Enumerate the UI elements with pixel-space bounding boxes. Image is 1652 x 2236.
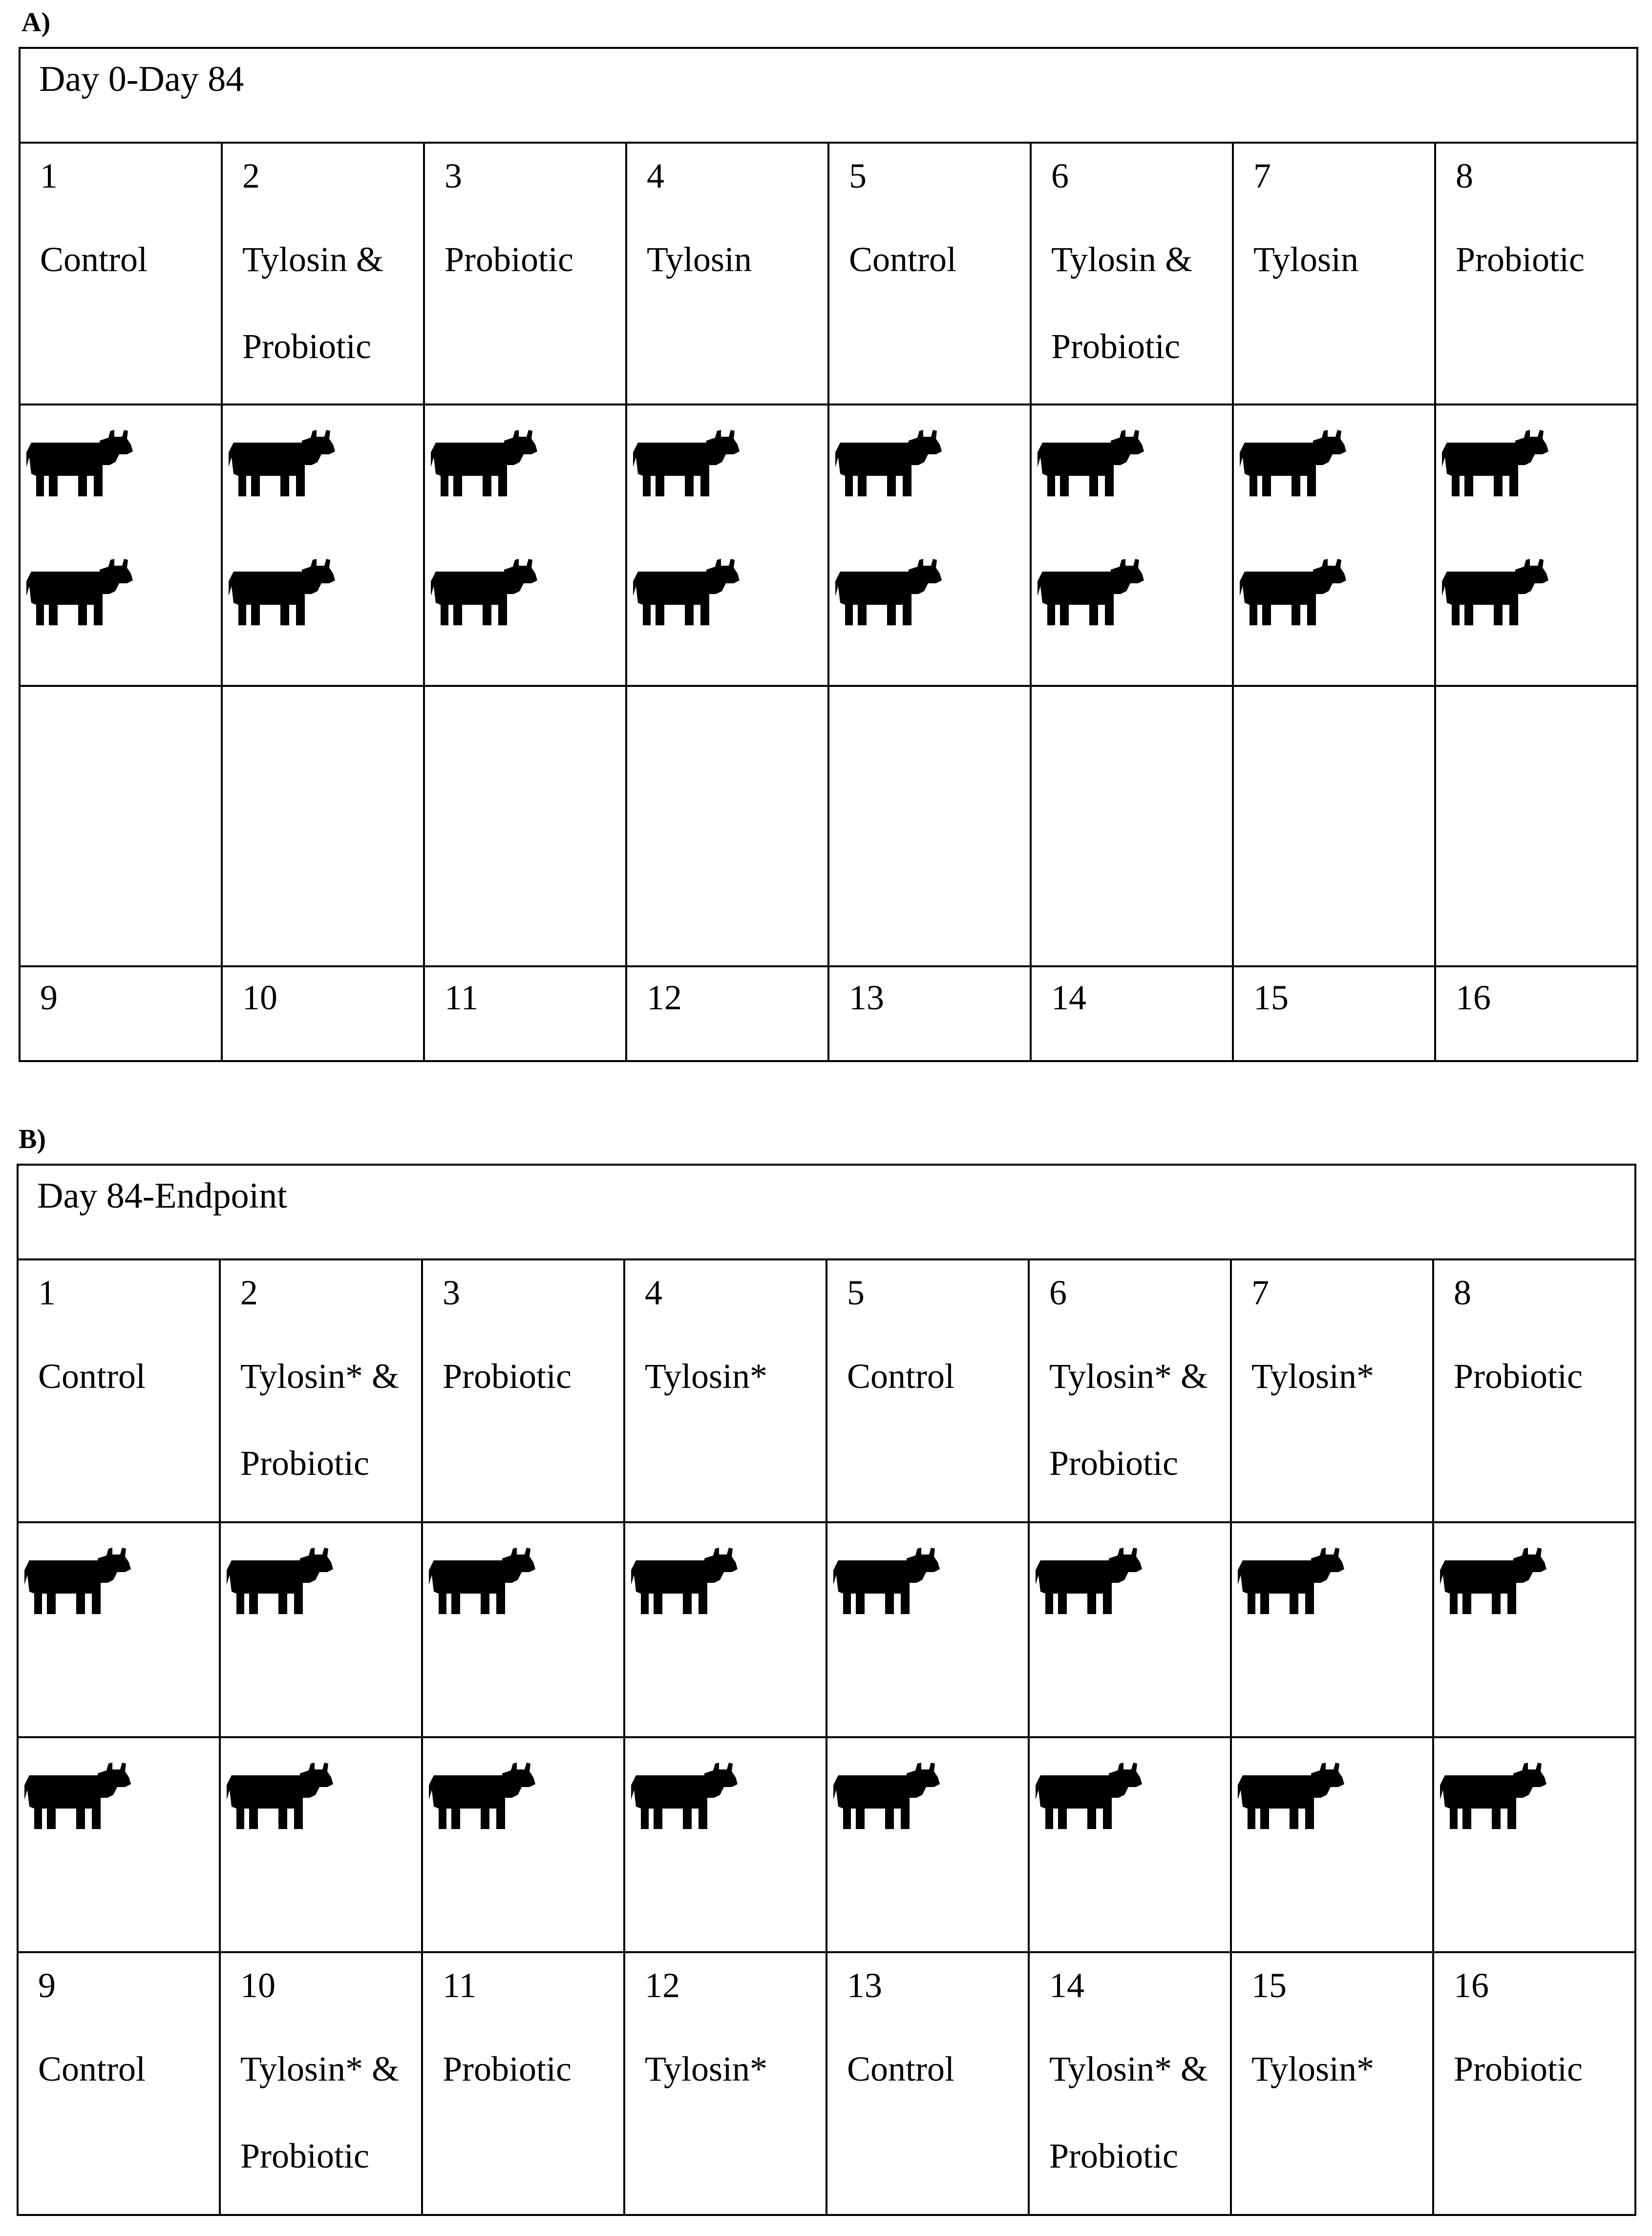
pen-treatment: Control: [849, 240, 957, 279]
pen-treatment: Control: [847, 2049, 955, 2088]
pen-number: 2: [242, 156, 260, 195]
panel-b-label: B): [19, 1124, 46, 1154]
pen-number: 5: [847, 1273, 865, 1312]
pen-animal-cell: [422, 1737, 624, 1952]
pen-treatment: Tylosin* & Probiotic: [240, 2049, 399, 2175]
pen-number: 1: [40, 156, 58, 195]
pen-treatment: Tylosin: [647, 240, 752, 279]
pen-animal-cell: [1029, 1522, 1231, 1737]
pen-a-15: 15: [1233, 966, 1435, 1061]
pen-animal-cell: [20, 405, 222, 686]
pen-animal-cell: [1231, 1737, 1433, 1952]
panel-a-period-title: Day 0-Day 84: [20, 48, 1637, 143]
pen-number: 3: [445, 156, 462, 195]
pen-animal-cell: [1031, 405, 1233, 686]
pen-number: 10: [240, 1966, 275, 2005]
pen-animal-cell: [826, 1522, 1029, 1737]
pen-animal-cell: [20, 686, 222, 966]
pen-animal-cell: [222, 686, 424, 966]
pen-b-12: [624, 1952, 826, 2215]
cow-icon: [1038, 423, 1145, 501]
pen-animal-cell: [828, 686, 1031, 966]
pen-animal-cell: [1433, 1522, 1635, 1737]
pen-treatment: Tylosin* & Probiotic: [240, 1357, 399, 1483]
pen-number: 7: [1253, 156, 1271, 195]
pen-a-4: [626, 143, 828, 405]
pen-number: 12: [645, 1966, 680, 2005]
pen-b-2: [220, 1259, 422, 1522]
cow-icon: [229, 423, 336, 501]
pen-treatment: Control: [847, 1357, 955, 1396]
pen-b-13: [826, 1952, 1029, 2215]
pen-a-13: 13: [828, 966, 1031, 1061]
pen-number: 13: [847, 1966, 882, 2005]
pen-b-16: [1433, 1952, 1635, 2215]
pen-a-3: [424, 143, 626, 405]
pen-treatment: Probiotic: [1454, 2049, 1583, 2088]
cow-icon: [835, 552, 943, 630]
pen-treatment: Probiotic: [443, 1357, 572, 1396]
cow-icon: [1238, 1756, 1345, 1834]
pen-animal-cell: [1231, 1522, 1433, 1737]
pen-number: 5: [849, 156, 867, 195]
pen-animal-cell: [18, 1522, 220, 1737]
pen-animal-cell: [1435, 405, 1637, 686]
pen-a-10: 10: [222, 966, 424, 1061]
panel-b-period-title: Day 84-Endpoint: [18, 1165, 1635, 1259]
pen-animal-cell: [1233, 405, 1435, 686]
pen-a-5: [828, 143, 1031, 405]
cow-icon: [227, 1541, 334, 1619]
pen-b-5: [826, 1259, 1029, 1522]
panel-a-label: A): [21, 7, 51, 38]
pen-a-9: 9: [20, 966, 222, 1061]
pen-number: 6: [1051, 156, 1069, 195]
pen-b-1: [18, 1259, 220, 1522]
pen-a-16: 16: [1435, 966, 1637, 1061]
cow-icon: [26, 423, 134, 501]
pen-treatment: Probiotic: [445, 240, 573, 279]
pen-treatment: Probiotic: [1456, 240, 1585, 279]
pen-a-7: [1233, 143, 1435, 405]
pen-b-14: [1029, 1952, 1231, 2215]
cow-icon: [429, 1756, 536, 1834]
pen-treatment: Tylosin*: [1251, 2049, 1374, 2088]
cow-icon: [631, 1756, 739, 1834]
pen-animal-cell: [220, 1737, 422, 1952]
pen-treatment: Tylosin*: [1251, 1357, 1374, 1396]
pen-animal-cell: [828, 405, 1031, 686]
pen-animal-cell: [1233, 686, 1435, 966]
pen-number: 8: [1454, 1273, 1471, 1312]
cow-icon: [633, 552, 741, 630]
pen-a-11: 11: [424, 966, 626, 1061]
pen-b-6: [1029, 1259, 1231, 1522]
pen-b-4: [624, 1259, 826, 1522]
pen-number: 11: [443, 1966, 477, 2005]
cow-icon: [1036, 1541, 1143, 1619]
pen-animal-cell: [624, 1522, 826, 1737]
pen-number: 3: [443, 1273, 460, 1312]
cow-icon: [26, 552, 134, 630]
pen-a-8: [1435, 143, 1637, 405]
pen-b-10: [220, 1952, 422, 2215]
pen-animal-cell: [220, 1522, 422, 1737]
pen-animal-cell: [826, 1737, 1029, 1952]
pen-treatment: Probiotic: [443, 2049, 572, 2088]
pen-treatment: Tylosin* & Probiotic: [1049, 2049, 1208, 2175]
pen-b-11: [422, 1952, 624, 2215]
cow-icon: [1038, 552, 1145, 630]
pen-animal-cell: [1031, 686, 1233, 966]
pen-a-2: [222, 143, 424, 405]
cow-icon: [227, 1756, 334, 1834]
pen-animal-cell: [626, 686, 828, 966]
pen-treatment: Tylosin: [1253, 240, 1358, 279]
pen-b-15: [1231, 1952, 1433, 2215]
cow-icon: [1238, 1541, 1345, 1619]
cow-icon: [431, 423, 538, 501]
pen-treatment: Tylosin*: [645, 1357, 767, 1396]
pen-treatment: Control: [38, 2049, 146, 2088]
pen-treatment: Probiotic: [1454, 1357, 1583, 1396]
pen-b-9: [18, 1952, 220, 2215]
pen-treatment: Tylosin & Probiotic: [1051, 240, 1192, 366]
pen-number: 4: [645, 1273, 662, 1312]
pen-a-14: 14: [1031, 966, 1233, 1061]
pen-number: 8: [1456, 156, 1473, 195]
pen-number: 1: [38, 1273, 56, 1312]
pen-treatment: Control: [40, 240, 148, 279]
pen-number: 6: [1049, 1273, 1067, 1312]
panel-b-pen-layout: [17, 1164, 1636, 2216]
cow-icon: [833, 1756, 941, 1834]
pen-number: 15: [1251, 1966, 1287, 2005]
pen-number: 2: [240, 1273, 258, 1312]
pen-animal-cell: [624, 1737, 826, 1952]
pen-animal-cell: [18, 1737, 220, 1952]
pen-animal-cell: [424, 405, 626, 686]
cow-icon: [1240, 423, 1347, 501]
cow-icon: [1442, 552, 1549, 630]
cow-icon: [1240, 552, 1347, 630]
cow-icon: [1442, 423, 1549, 501]
pen-a-12: 12: [626, 966, 828, 1061]
cow-icon: [431, 552, 538, 630]
pen-animal-cell: [1435, 686, 1637, 966]
pen-animal-cell: [422, 1522, 624, 1737]
pen-treatment: Tylosin*: [645, 2049, 767, 2088]
cow-icon: [429, 1541, 536, 1619]
cow-icon: [833, 1541, 941, 1619]
pen-a-1: [20, 143, 222, 405]
pen-animal-cell: [1029, 1737, 1231, 1952]
panel-a-pen-layout: [19, 47, 1638, 1062]
cow-icon: [835, 423, 943, 501]
pen-number: 14: [1049, 1966, 1084, 2005]
cow-icon: [1440, 1541, 1547, 1619]
pen-animal-cell: [222, 405, 424, 686]
cow-icon: [1036, 1756, 1143, 1834]
pen-a-6: [1031, 143, 1233, 405]
cow-icon: [631, 1541, 739, 1619]
pen-treatment: Tylosin* & Probiotic: [1049, 1357, 1208, 1483]
pen-number: 9: [38, 1966, 56, 2005]
pen-b-7: [1231, 1259, 1433, 1522]
cow-icon: [633, 423, 741, 501]
pen-b-8: [1433, 1259, 1635, 1522]
cow-icon: [24, 1541, 132, 1619]
pen-b-3: [422, 1259, 624, 1522]
pen-animal-cell: [626, 405, 828, 686]
cow-icon: [229, 552, 336, 630]
pen-treatment: Control: [38, 1357, 146, 1396]
pen-number: 16: [1454, 1966, 1489, 2005]
pen-treatment: Tylosin & Probiotic: [242, 240, 383, 366]
pen-animal-cell: [1433, 1737, 1635, 1952]
pen-animal-cell: [424, 686, 626, 966]
pen-number: 4: [647, 156, 664, 195]
cow-icon: [24, 1756, 132, 1834]
pen-number: 7: [1251, 1273, 1269, 1312]
cow-icon: [1440, 1756, 1547, 1834]
